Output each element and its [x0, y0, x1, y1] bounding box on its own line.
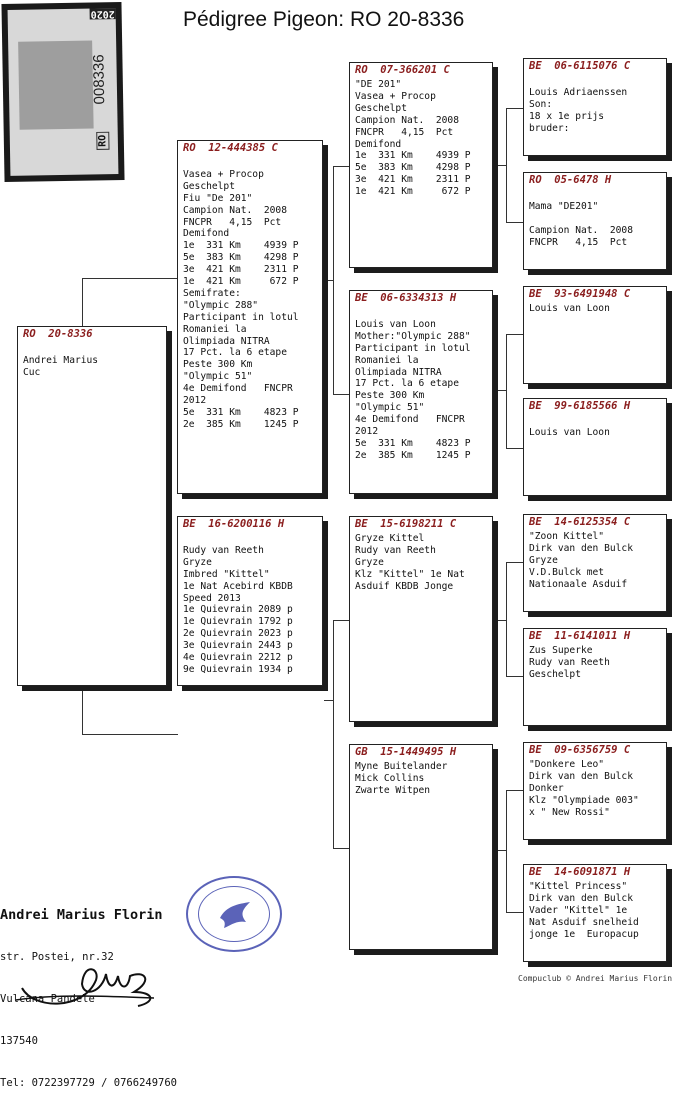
pigeon-detail-line: "Olympic 51"	[183, 371, 253, 383]
pigeon-details	[529, 415, 662, 439]
pigeon-detail-line: Louis Adriaenssen	[529, 86, 628, 98]
pigeon-details	[183, 533, 318, 676]
pigeon-detail-line: Mother:"Olympic 288"	[355, 330, 471, 342]
pigeon-card	[523, 864, 667, 962]
pigeon-card	[523, 742, 667, 840]
pigeon-detail-line	[183, 157, 318, 169]
pigeon-detail-line: Vasea + Procop	[183, 168, 264, 180]
pigeon-card	[177, 516, 323, 686]
pigeon-detail-line: 17 Pct. la 6 etape	[183, 347, 287, 359]
pigeon-detail-line: 3e Quievrain 2443 p	[183, 640, 293, 652]
pigeon-detail-line: Participant in lotul	[355, 342, 471, 354]
pigeon-detail-line: Peste 300 Km	[355, 390, 425, 402]
connector-line	[333, 848, 350, 849]
connector-line	[82, 278, 178, 279]
pigeon-detail-line: 9e Quievrain 1934 p	[183, 663, 293, 675]
registration-stamp	[1, 2, 124, 182]
pigeon-detail-line: 1e Quievrain 2089 p	[183, 604, 293, 616]
owner-postcode: 137540	[0, 1035, 38, 1047]
connector-line	[506, 222, 524, 223]
pigeon-detail-line: 17 Pct. la 6 etape	[355, 378, 459, 390]
pigeon-detail-line: "Olympic 288"	[183, 299, 259, 311]
pigeon-details	[529, 759, 662, 819]
pigeon-detail-line: Rudy van Reeth	[529, 656, 610, 668]
pigeon-detail-line	[529, 415, 662, 427]
pigeon-detail-line: Gryze	[355, 556, 384, 568]
owner-phone: Tel: 0722397729 / 0766249760	[0, 1077, 178, 1089]
pigeon-detail-line: Campion Nat. 2008	[355, 114, 459, 126]
pigeon-detail-line: Mick Collins	[355, 772, 425, 784]
pigeon-detail-line: "Olympic 51"	[355, 402, 425, 414]
pigeon-detail-line: Zwarte Witpen	[355, 784, 431, 796]
pigeon-detail-line: 2e 385 Km 1245 P	[183, 418, 299, 430]
signature	[14, 940, 164, 1012]
pigeon-detail-line: Vasea + Procop	[355, 90, 436, 102]
pigeon-detail-line: "Zoon Kittel"	[529, 531, 605, 542]
connector-line	[82, 278, 83, 326]
pigeon-detail-line: Mama "DE201"	[529, 200, 599, 212]
pigeon-card	[349, 744, 493, 950]
connector-line	[506, 562, 507, 676]
pigeon-detail-line: 1e Nat Acebird KBDB	[183, 580, 293, 592]
pigeon-detail-line: Fiu "De 201"	[183, 192, 253, 204]
connector-line	[494, 850, 506, 851]
pigeon-details	[23, 343, 162, 379]
pigeon-detail-line: jonge 1e Europacup	[529, 928, 639, 940]
pigeon-detail-line: Romaniei la	[355, 354, 419, 366]
connector-line	[506, 912, 524, 913]
connector-line	[506, 334, 524, 335]
pigeon-detail-line: 1e 421 Km 672 P	[183, 276, 299, 288]
pigeon-detail-line: FNCPR 4,15 Pct	[355, 126, 454, 138]
owner-address-city: Vulcana Pandele	[0, 993, 95, 1005]
pigeon-detail-line: Vader "Kittel" 1e	[529, 904, 628, 916]
pigeon-detail-line: Gryze	[183, 556, 212, 568]
owner-seal	[186, 876, 282, 952]
page-title: Pédigree Pigeon: RO 20-8336	[183, 8, 465, 31]
pigeon-ring-number: BE 14-6091871 H	[529, 866, 631, 878]
pigeon-details	[529, 189, 662, 249]
pigeon-detail-line: 4e Demifond FNCPR	[355, 414, 465, 426]
pigeon-detail-line: 3e 421 Km 2311 P	[183, 264, 299, 276]
pigeon-ring-number: RO 20-8336	[23, 328, 93, 340]
pigeon-details	[355, 761, 488, 797]
pigeon-detail-line: Louis van Loon	[355, 318, 436, 330]
pigeon-card	[177, 140, 323, 494]
pigeon-detail-line: Romaniei la	[183, 323, 247, 335]
pigeon-detail-line	[183, 533, 318, 545]
pigeon-ring-number: RO 12-444385 C	[183, 142, 278, 154]
pigeon-detail-line: Olimpiada NITRA	[183, 335, 270, 347]
pigeon-detail-line: 2e Quievrain 2023 p	[183, 628, 293, 640]
pigeon-ring-number: BE 15-6198211 C	[355, 518, 457, 530]
pigeon-details	[529, 531, 662, 591]
pigeon-detail-line: Peste 300 Km	[183, 359, 253, 371]
pigeon-detail-line	[529, 213, 662, 225]
pigeon-detail-line: 5e 331 Km 4823 P	[355, 437, 471, 449]
connector-line	[506, 790, 507, 912]
pigeon-card	[523, 398, 667, 496]
pigeon-details	[529, 303, 662, 315]
pigeon-detail-line: Rudy van Reeth	[355, 544, 436, 556]
stamp-year: 2020	[90, 8, 115, 20]
pigeon-detail-line: Speed 2013	[183, 592, 241, 604]
pigeon-detail-line	[23, 343, 162, 355]
pigeon-detail-line: Demifond	[355, 138, 402, 150]
pigeon-detail-line	[529, 75, 662, 87]
connector-line	[494, 620, 506, 621]
pigeon-details	[355, 533, 488, 593]
dove-icon	[216, 898, 254, 932]
pigeon-detail-line: Participant in lotul	[183, 311, 299, 323]
pigeon-ring-number: BE 11-6141011 H	[529, 630, 631, 642]
connector-line	[333, 394, 350, 395]
pigeon-detail-line: "DE 201"	[355, 79, 402, 90]
owner-address-street: str. Postei, nr.32	[0, 951, 114, 963]
connector-line	[506, 790, 524, 791]
pigeon-detail-line: Klz "Olympiade 003"	[529, 794, 639, 806]
pigeon-detail-line: 4e Demifond FNCPR	[183, 383, 293, 395]
connector-line	[506, 334, 507, 448]
pigeon-detail-line: bruder:	[529, 122, 570, 134]
pigeon-detail-line: x " New Rossi"	[529, 806, 610, 818]
pigeon-ring-number: BE 06-6115076 C	[529, 60, 631, 72]
pigeon-detail-line: FNCPR 4,15 Pct	[183, 216, 282, 228]
pigeon-detail-line: Zus Superke	[529, 645, 593, 656]
pigeon-details	[529, 645, 662, 681]
pigeon-details	[529, 75, 662, 135]
pigeon-detail-line: 5e 331 Km 4823 P	[183, 407, 299, 419]
pigeon-ring-number: BE 16-6200116 H	[183, 518, 285, 530]
pigeon-details	[355, 79, 488, 198]
pigeon-detail-line: Cuc	[23, 366, 41, 378]
connector-line	[494, 390, 506, 391]
pigeon-card	[523, 172, 667, 270]
pigeon-detail-line	[355, 307, 488, 319]
pigeon-detail-line: Nat Asduif snelheid	[529, 916, 639, 928]
connector-line	[506, 676, 524, 677]
connector-line	[82, 686, 83, 734]
connector-line	[333, 620, 350, 621]
pigeon-detail-line: V.D.Bulck met	[529, 566, 605, 578]
pigeon-ring-number: BE 09-6356759 C	[529, 744, 631, 756]
connector-line	[82, 734, 178, 735]
pigeon-detail-line: Andrei Marius	[23, 354, 99, 366]
pigeon-detail-line: 2e 385 Km 1245 P	[355, 449, 471, 461]
pigeon-detail-line: Imbred "Kittel"	[183, 568, 270, 580]
pigeon-detail-line: Campion Nat. 2008	[183, 204, 287, 216]
pigeon-detail-line: Dirk van den Bulck	[529, 892, 633, 904]
pigeon-detail-line: 4e Quievrain 2212 p	[183, 652, 293, 664]
footer-credit: Compuclub © Andrei Marius Florin	[518, 974, 673, 983]
pigeon-detail-line: 1e 331 Km 4939 P	[355, 150, 471, 162]
pigeon-detail-line: 2012	[355, 426, 379, 438]
pigeon-ring-number: RO 05-6478 H	[529, 174, 612, 186]
stamp-country: RO	[96, 132, 109, 150]
pigeon-detail-line: Louis van Loon	[529, 426, 610, 438]
connector-line	[324, 700, 334, 701]
pigeon-detail-line: Louis van Loon	[529, 303, 610, 314]
pigeon-detail-line: "Kittel Princess"	[529, 881, 628, 892]
pigeon-detail-line: Asduif KBDB Jonge	[355, 580, 454, 592]
pigeon-detail-line: Donker	[529, 782, 564, 794]
pigeon-detail-line: 2012	[183, 395, 207, 407]
pigeon-card	[349, 516, 493, 722]
pigeon-details	[529, 881, 662, 941]
connector-line	[506, 108, 507, 222]
connector-line	[494, 165, 506, 166]
connector-line	[333, 166, 350, 167]
pigeon-detail-line: Myne Buitelander	[355, 761, 448, 772]
pigeon-detail-line: Campion Nat. 2008	[529, 224, 633, 236]
pigeon-detail-line: Dirk van den Bulck	[529, 770, 633, 782]
pigeon-card	[523, 514, 667, 612]
pigeon-detail-line: Gryze Kittel	[355, 533, 425, 544]
connector-line	[506, 448, 524, 449]
pigeon-detail-line: 5e 383 Km 4298 P	[355, 162, 471, 174]
pigeon-detail-line: Dirk van den Bulck	[529, 542, 633, 554]
pigeon-card	[17, 326, 167, 686]
pigeon-card	[349, 290, 493, 494]
pigeon-ring-number: RO 07-366201 C	[355, 64, 450, 76]
pigeon-detail-line	[529, 189, 662, 201]
pigeon-detail-line: Geschelpt	[183, 180, 235, 192]
connector-line	[506, 108, 524, 109]
pigeon-ring-number: GB 15-1449495 H	[355, 746, 457, 758]
pigeon-card	[523, 58, 667, 156]
pigeon-ring-number: BE 93-6491948 C	[529, 288, 631, 300]
pigeon-detail-line: 3e 421 Km 2311 P	[355, 174, 471, 186]
stamp-emblem	[18, 40, 94, 129]
pigeon-detail-line: FNCPR 4,15 Pct	[529, 236, 628, 248]
pigeon-detail-line: 18 x 1e prijs	[529, 110, 605, 122]
pigeon-details	[183, 157, 318, 431]
pigeon-detail-line: Geschelpt	[529, 668, 581, 680]
pigeon-ring-number: BE 06-6334313 H	[355, 292, 457, 304]
connector-line	[333, 620, 334, 848]
pigeon-detail-line: Semifrate:	[183, 287, 241, 299]
pigeon-detail-line: 5e 383 Km 4298 P	[183, 252, 299, 264]
pigeon-details	[355, 307, 488, 462]
pigeon-detail-line: Rudy van Reeth	[183, 544, 264, 556]
pigeon-detail-line: "Donkere Leo"	[529, 759, 605, 770]
pigeon-detail-line: Gryze	[529, 554, 558, 566]
pigeon-detail-line: Klz "Kittel" 1e Nat	[355, 568, 465, 580]
connector-line	[506, 562, 524, 563]
stamp-number: 008336	[90, 54, 109, 105]
owner-name: Andrei Marius Florin	[0, 907, 163, 923]
connector-line	[324, 280, 334, 281]
pigeon-detail-line: Demifond	[183, 228, 230, 240]
pigeon-detail-line: 1e 331 Km 4939 P	[183, 240, 299, 252]
pigeon-ring-number: BE 99-6185566 H	[529, 400, 631, 412]
pigeon-card	[523, 628, 667, 726]
pigeon-detail-line: Geschelpt	[355, 102, 407, 114]
pigeon-detail-line: Olimpiada NITRA	[355, 366, 442, 378]
pigeon-detail-line: Nationaale Asduif	[529, 578, 628, 590]
pigeon-ring-number: BE 14-6125354 C	[529, 516, 631, 528]
pigeon-detail-line: 1e 421 Km 672 P	[355, 186, 471, 198]
pigeon-card	[349, 62, 493, 268]
pigeon-card	[523, 286, 667, 384]
pigeon-detail-line: 1e Quievrain 1792 p	[183, 616, 293, 628]
pigeon-detail-line: Son:	[529, 98, 553, 110]
